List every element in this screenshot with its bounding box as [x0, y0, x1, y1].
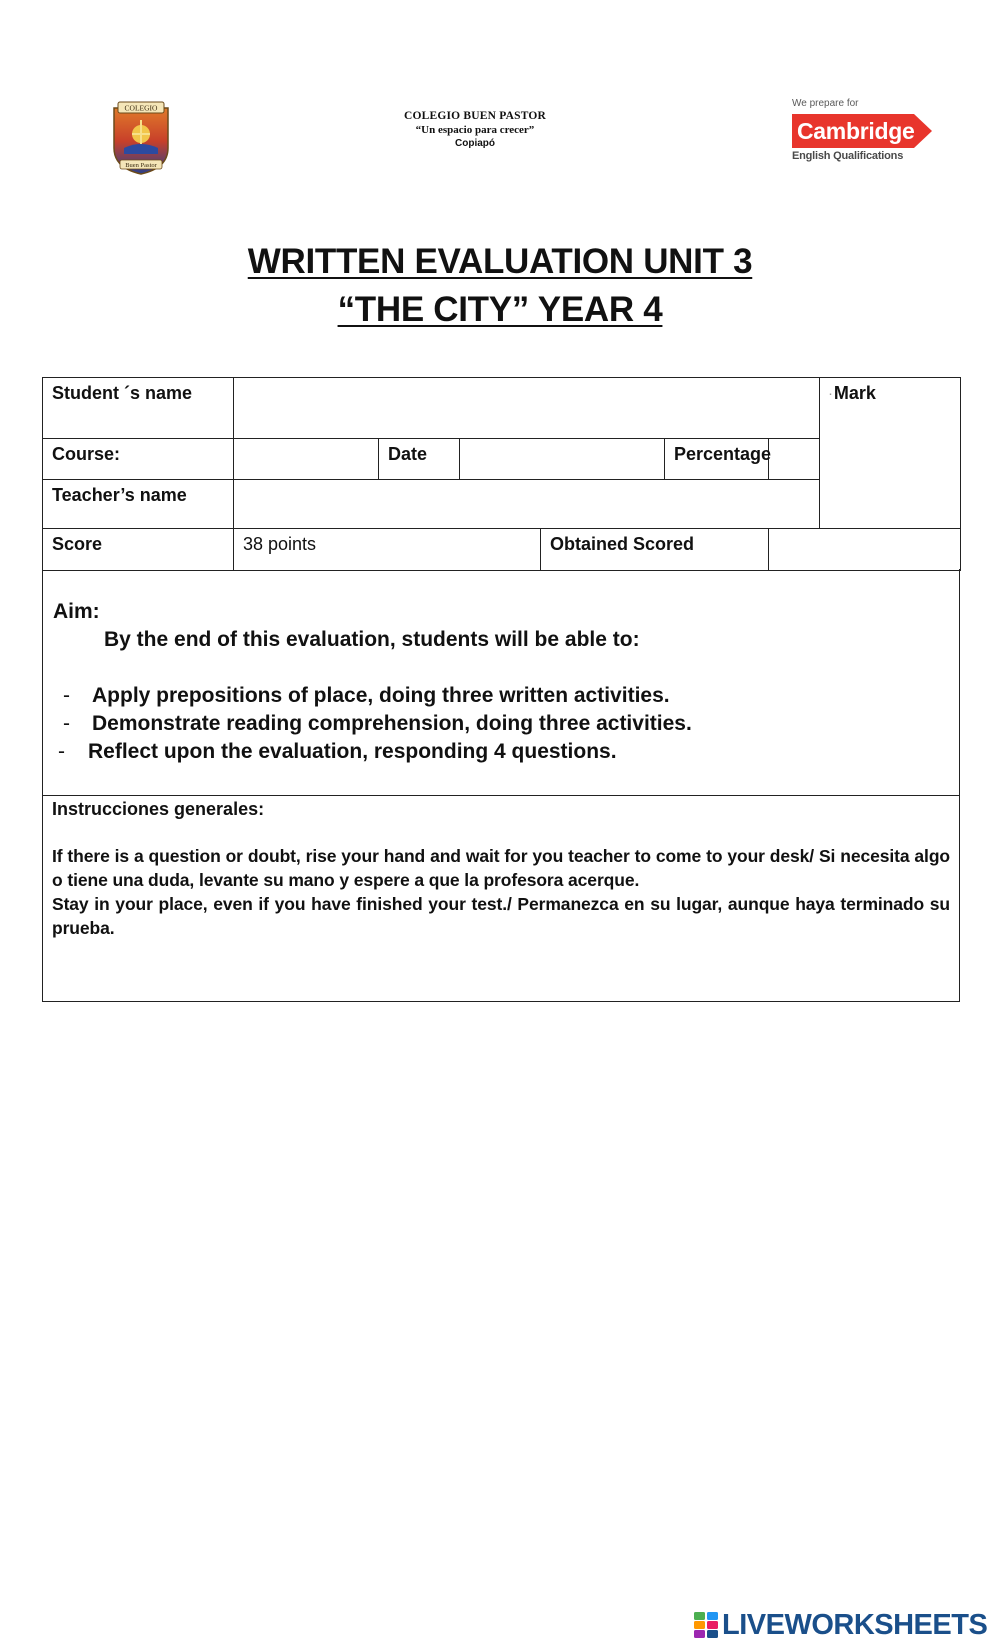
school-city: Copiapó: [455, 138, 495, 149]
aim-item-text: Reflect upon the evaluation, responding 4 questions.: [88, 740, 617, 763]
aim-section: [42, 569, 960, 796]
liveworksheets-icon: [694, 1612, 718, 1638]
percentage-label: Percentage: [665, 439, 769, 480]
aim-item: [43, 710, 943, 738]
aim-item-text: Apply prepositions of place, doing three written activities.: [92, 684, 670, 707]
course-field[interactable]: [234, 439, 379, 480]
liveworksheets-logo: [694, 1610, 987, 1640]
crest-top-text: COLEGIO: [124, 103, 158, 113]
instructions-title: Instrucciones generales:: [52, 799, 265, 819]
obtained-score-field[interactable]: [769, 529, 961, 571]
student-name-label: Student ´s name: [43, 378, 234, 439]
date-field[interactable]: [460, 439, 665, 480]
cambridge-word: Cambridge: [797, 118, 915, 144]
instructions-section: [42, 795, 960, 1002]
mark-cell[interactable]: [820, 378, 961, 529]
liveworksheets-wordmark: LIVEWORKSHEETS: [722, 1609, 988, 1641]
page-title-line1: WRITTEN EVALUATION UNIT 3: [247, 242, 753, 281]
instructions-paragraph: Stay in your place, even if you have finished your test./ Permanezca en su lugar, aunque haya terminado su prueba.: [52, 894, 950, 938]
aim-list: [43, 682, 943, 766]
mark-label: Mark: [833, 383, 876, 403]
aim-item-text: Demonstrate reading comprehension, doing three activities.: [92, 712, 692, 735]
aim-title: Aim:: [53, 600, 100, 623]
teacher-name-label: Teacher’s name: [43, 480, 234, 529]
obtained-score-label: Obtained Scored: [541, 529, 769, 571]
bullet-dash: -: [58, 740, 65, 763]
percentage-field[interactable]: [769, 439, 820, 480]
bullet-dash: -: [63, 684, 70, 707]
crest-bottom-text: Buen Pastor: [125, 162, 157, 169]
teacher-name-field[interactable]: [234, 480, 820, 529]
mark-marker: .: [829, 387, 832, 398]
school-crest-logo: [110, 100, 172, 176]
date-label: Date: [379, 439, 460, 480]
cambridge-subtitle: English Qualifications: [792, 150, 904, 162]
course-label: Course:: [43, 439, 234, 480]
aim-item: [43, 738, 943, 766]
student-info-table: [42, 377, 961, 571]
cambridge-tagline: We prepare for: [792, 98, 859, 109]
instructions-paragraph: If there is a question or doubt, rise your hand and wait for you teacher to come to your desk/ Si necesita algo o tiene una duda, levante su mano y espere a que la profesora acerque.: [52, 846, 950, 890]
school-header: [355, 109, 595, 151]
school-name: COLEGIO BUEN PASTOR: [403, 110, 547, 122]
aim-item: [43, 682, 943, 710]
aim-intro: By the end of this evaluation, students will be able to:: [104, 628, 640, 651]
instructions-body: [52, 844, 950, 940]
cambridge-logo: [792, 98, 942, 174]
cambridge-badge: [792, 114, 932, 148]
page-title-line2: “THE CITY” YEAR 4: [337, 290, 663, 329]
score-value: 38 points: [234, 529, 541, 571]
school-motto: “Un espacio para crecer”: [415, 124, 535, 136]
student-name-field[interactable]: [234, 378, 820, 439]
score-label: Score: [43, 529, 234, 571]
bullet-dash: -: [63, 712, 70, 735]
